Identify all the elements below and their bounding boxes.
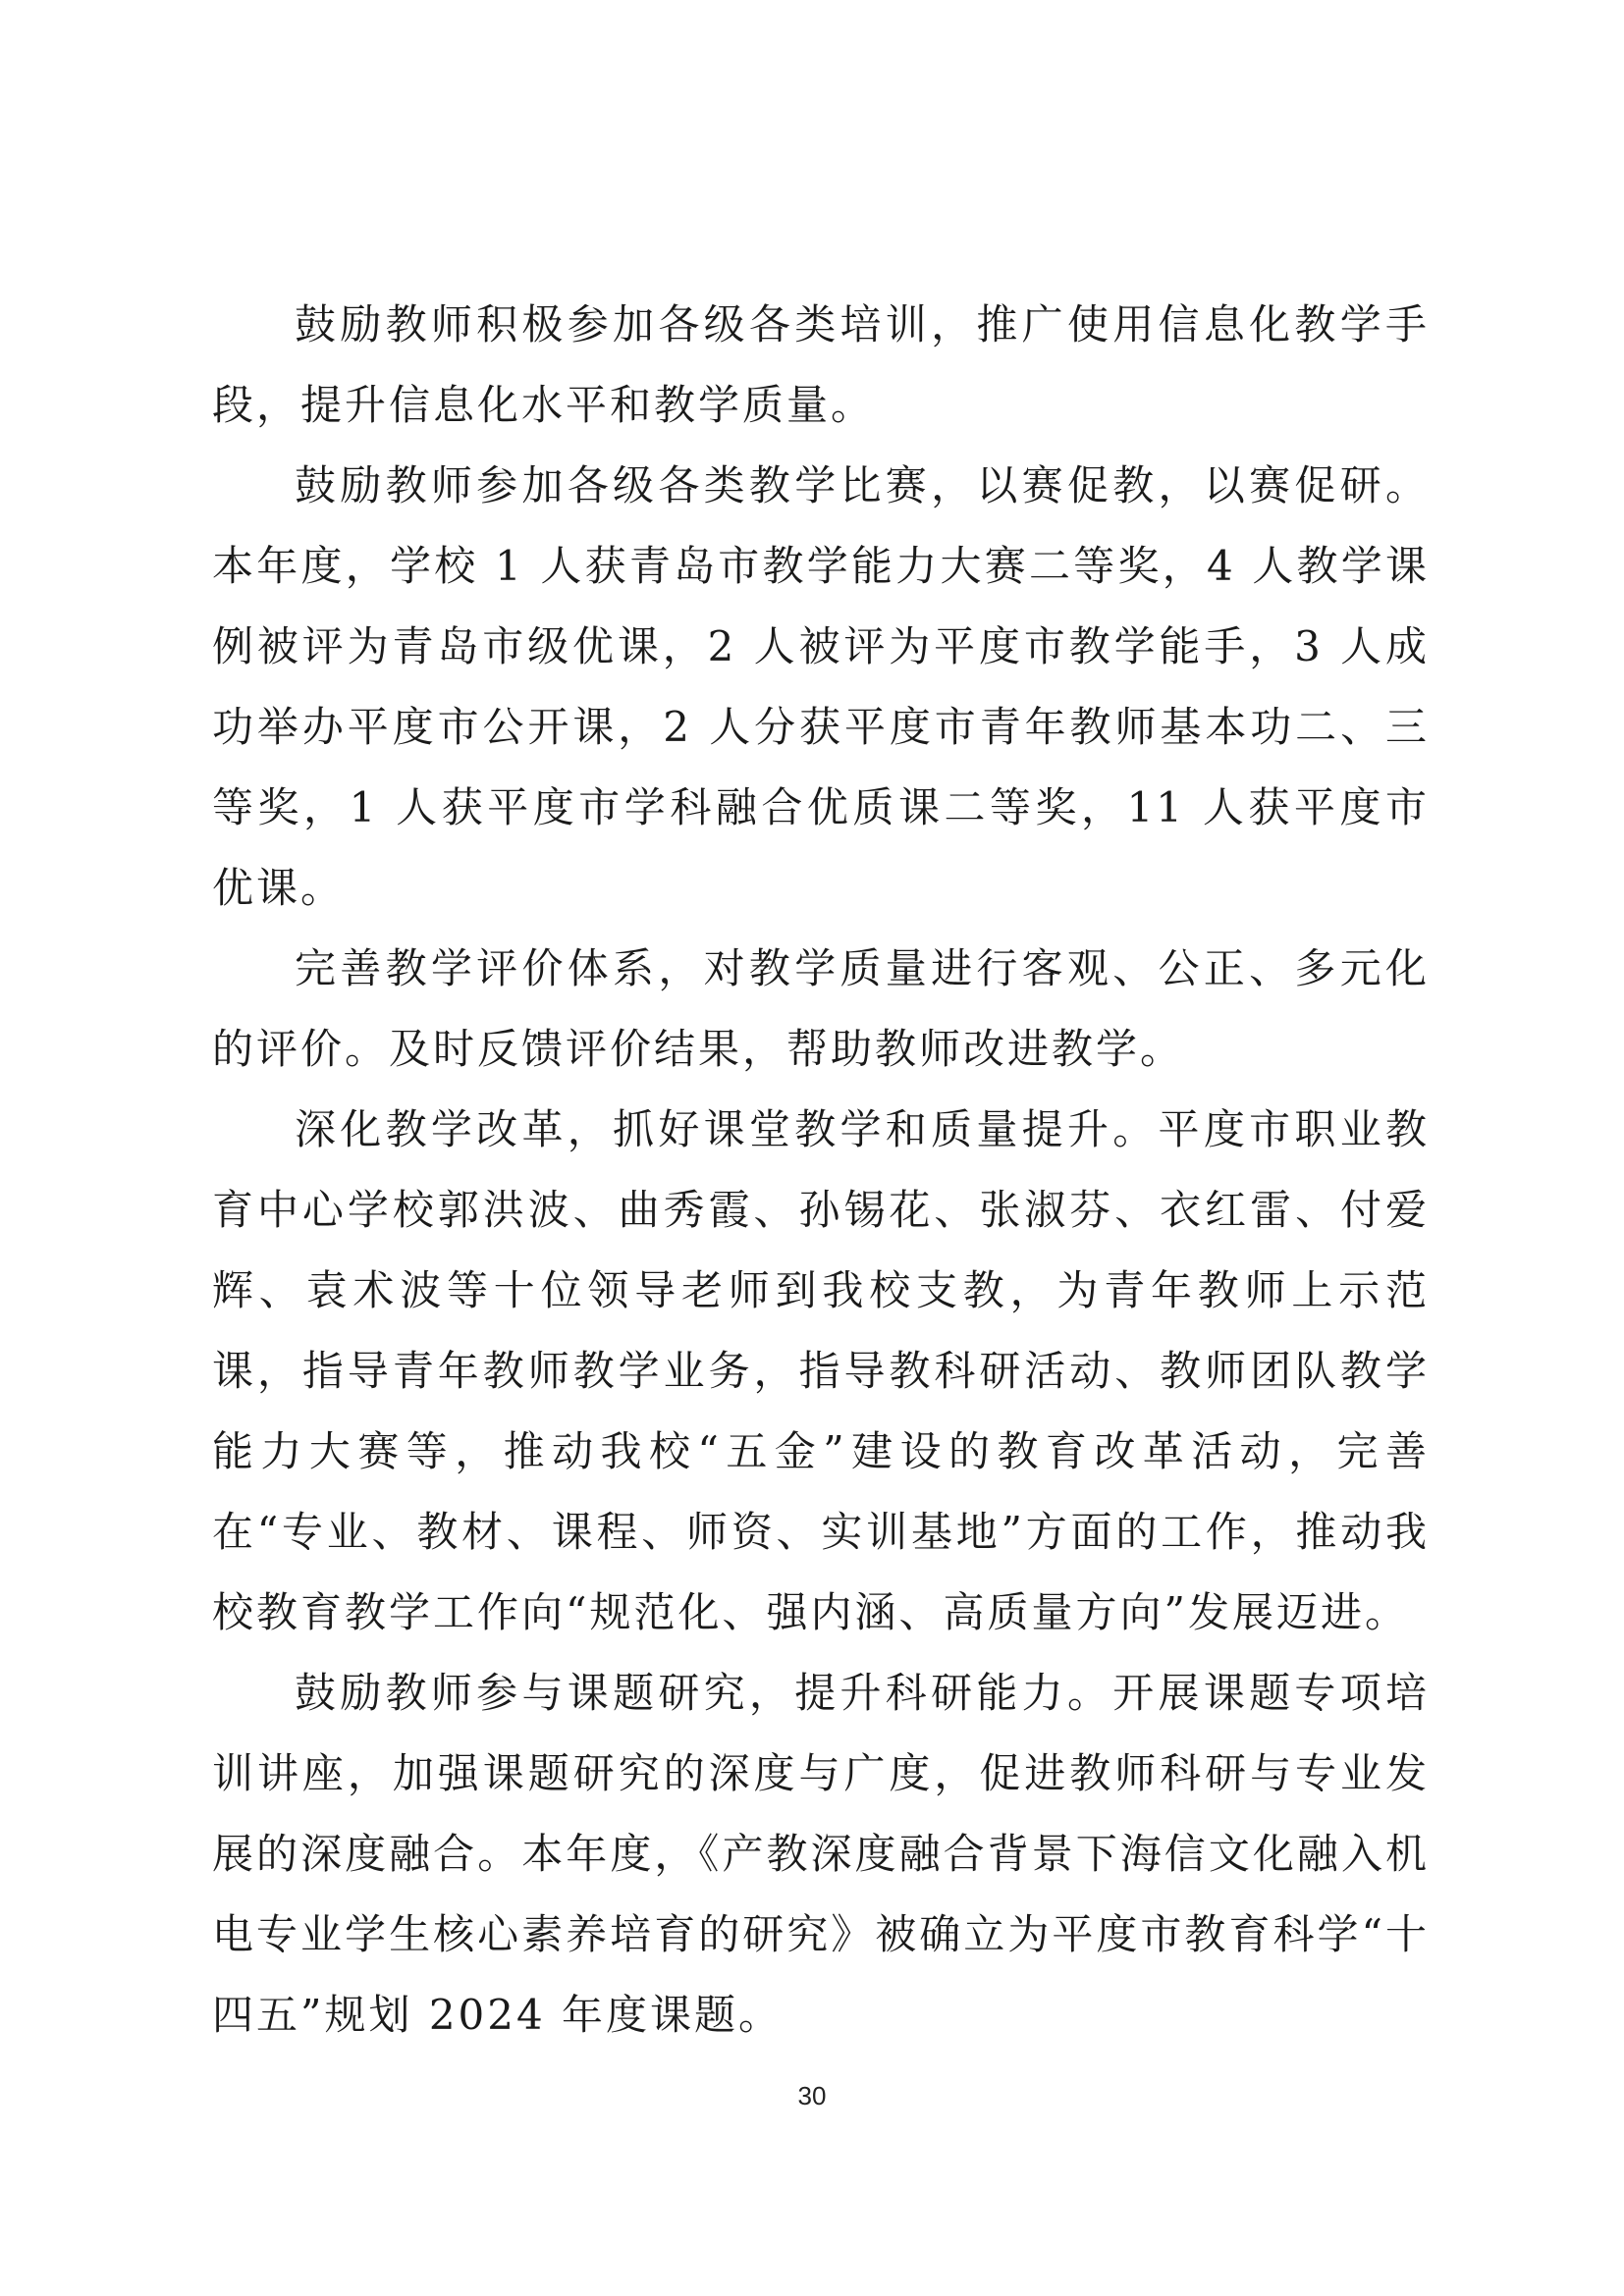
paragraph-competitions: 鼓励教师参加各级各类教学比赛，以赛促教，以赛促研。本年度，学校 1 人获青岛市教学能力大赛二等奖，4 人教学课例被评为青岛市级优课，2 人被评为平度市教学能手，3 人成功举办平度市公开课，2 人分获平度市青年教师基本功二、三等奖，1 人获平度市学科融合优质课二等奖，11 人获平度市优课。: [212, 461, 1430, 912]
paragraph-evaluation: 完善教学评价体系，对教学质量进行客观、公正、多元化的评价。及时反馈评价结果，帮助教师改进教学。: [212, 944, 1430, 1073]
page-number: 30: [797, 2081, 827, 2110]
paragraph-training: 鼓励教师积极参加各级各类培训，推广使用信息化教学手段，提升信息化水平和教学质量。: [212, 300, 1430, 429]
body-text: [212, 285, 1430, 2056]
paragraph-reform: 深化教学改革，抓好课堂教学和质量提升。平度市职业教育中心学校郭洪波、曲秀霞、孙锡花、张淑芬、衣红雷、付爱辉、袁术波等十位领导老师到我校支教，为青年教师上示范课，指导青年教师教学业务，指导教科研活动、教师团队教学能力大赛等，推动我校“五金”建设的教育改革活动，完善在“专业、教材、课程、师资、实训基地”方面的工作，推动我校教育教学工作向“规范化、强内涵、高质量方向”发展迈进。: [212, 1105, 1430, 1636]
paragraph-research: 鼓励教师参与课题研究，提升科研能力。开展课题专项培训讲座，加强课题研究的深度与广度，促进教师科研与专业发展的深度融合。本年度，《产教深度融合背景下海信文化融入机电专业学生核心素养培育的研究》被确立为平度市教育科学“十四五”规划 2024 年度课题。: [212, 1669, 1430, 2039]
